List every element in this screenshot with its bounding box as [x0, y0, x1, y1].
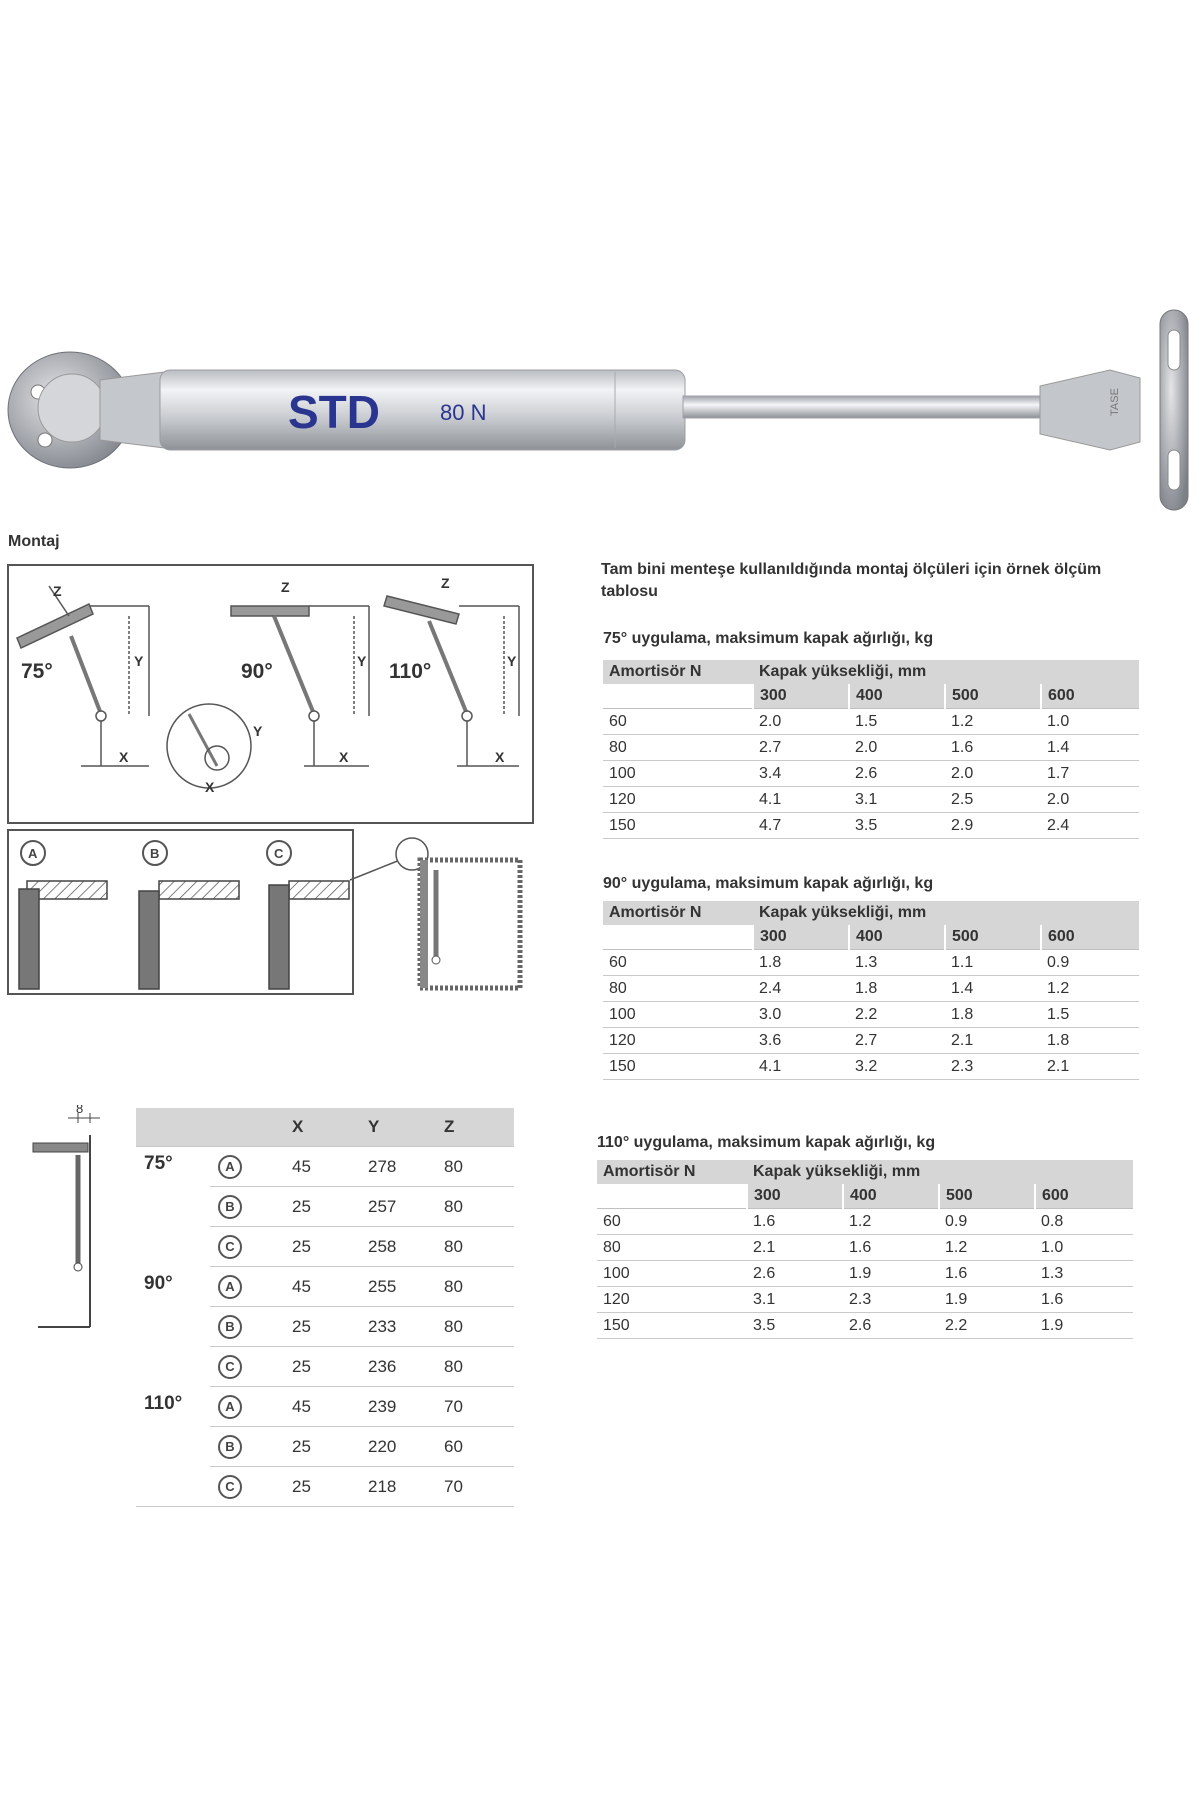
amortisor-value: 120: [603, 1028, 753, 1054]
weight-value: 1.3: [1035, 1261, 1133, 1287]
mount-type-cell: [210, 1347, 284, 1387]
weight-value: 2.9: [945, 813, 1041, 839]
mount-dimensions-table: [136, 1108, 514, 1507]
weight-value: 4.1: [753, 1054, 849, 1080]
weight-value: 1.7: [1041, 761, 1139, 787]
weight-value: 1.0: [1035, 1235, 1133, 1261]
weight-value: 2.0: [945, 761, 1041, 787]
weight-value: 2.4: [1041, 813, 1139, 839]
header-blank: [603, 684, 753, 709]
amortisor-value: 60: [603, 950, 753, 976]
weight-value: 3.5: [747, 1313, 843, 1339]
weight-value: 3.6: [753, 1028, 849, 1054]
dim-y-110: Y: [507, 653, 517, 669]
mount-value: 45: [284, 1147, 360, 1187]
dim-z-90: Z: [281, 579, 290, 595]
table-row: [603, 1002, 1139, 1028]
mount-value: 233: [360, 1307, 436, 1347]
header-height: 400: [849, 925, 945, 950]
angle-label-110: 110°: [389, 660, 432, 683]
weight-value: 1.2: [939, 1235, 1035, 1261]
cabinet-detail-drawing: [340, 830, 530, 1000]
amortisor-value: 60: [603, 709, 753, 735]
amortisor-value: 80: [603, 735, 753, 761]
mount-value: 80: [436, 1227, 514, 1267]
mount-value: 45: [284, 1387, 360, 1427]
weight-value: 1.4: [1041, 735, 1139, 761]
weight-value: 1.9: [843, 1261, 939, 1287]
angle-diagrams: [9, 566, 532, 822]
weight-value: 1.9: [939, 1287, 1035, 1313]
mount-value: 239: [360, 1387, 436, 1427]
weight-value: 2.7: [849, 1028, 945, 1054]
amortisor-value: 150: [597, 1313, 747, 1339]
amortisor-value: 120: [597, 1287, 747, 1313]
weight-value: 2.2: [939, 1313, 1035, 1339]
weight-value: 2.5: [945, 787, 1041, 813]
mount-type-cell: [210, 1427, 284, 1467]
table-title: 110° uygulama, maksimum kapak ağırlığı, kg: [597, 1134, 936, 1151]
mount-row: [136, 1387, 514, 1427]
mount-type-cell: [210, 1267, 284, 1307]
weight-value: 1.1: [945, 950, 1041, 976]
mount-header-z: Z: [436, 1108, 514, 1147]
header-amortisor: Amortisör N: [603, 660, 753, 684]
mount-value: 70: [436, 1387, 514, 1427]
amortisor-value: 100: [603, 761, 753, 787]
weight-value: 2.7: [753, 735, 849, 761]
mount-value: 70: [436, 1467, 514, 1507]
weight-value: 2.1: [747, 1235, 843, 1261]
amortisor-value: 120: [603, 787, 753, 813]
mount-value: 25: [284, 1307, 360, 1347]
amortisor-value: 60: [597, 1209, 747, 1235]
weight-table: [603, 901, 1139, 1080]
type-a-label: A: [28, 846, 38, 861]
header-kapak: Kapak yüksekliği, mm: [753, 901, 1139, 925]
mount-type-badge: B: [218, 1435, 242, 1459]
mount-angle: 90°: [144, 1272, 173, 1294]
mount-angle: 75°: [144, 1153, 173, 1174]
weight-value: 2.4: [753, 976, 849, 1002]
mount-value: 80: [436, 1347, 514, 1387]
dim-x-detail: X: [205, 779, 215, 795]
intro-text: Tam bini menteşe kullanıldığında montaj ölçüleri için örnek ölçüm tablosu: [601, 561, 1102, 600]
amortisor-value: 100: [603, 1002, 753, 1028]
weight-table: [603, 660, 1139, 839]
gas-spring-product-image: [0, 300, 1200, 520]
weight-value: 1.4: [945, 976, 1041, 1002]
table-row: [603, 787, 1139, 813]
weight-value: 0.8: [1035, 1209, 1133, 1235]
mount-header-blank: [210, 1108, 284, 1147]
table-row: [603, 709, 1139, 735]
header-blank: [597, 1184, 747, 1209]
mount-value: 218: [360, 1467, 436, 1507]
weight-value: 1.6: [939, 1261, 1035, 1287]
angle-diagrams-box: [7, 564, 534, 824]
header-height: 600: [1041, 684, 1139, 709]
mount-type-badge: A: [218, 1155, 242, 1179]
header-height: 300: [747, 1184, 843, 1209]
weight-value: 1.0: [1041, 709, 1139, 735]
mount-value: 236: [360, 1347, 436, 1387]
table-row: [603, 1054, 1139, 1080]
table-row: [597, 1209, 1133, 1235]
dim-x-90: X: [339, 749, 349, 765]
weight-value: 2.6: [849, 761, 945, 787]
mount-types: [9, 831, 352, 993]
mount-value: 25: [284, 1227, 360, 1267]
header-height: 500: [945, 684, 1041, 709]
weight-table: [597, 1160, 1133, 1339]
mount-value: 80: [436, 1307, 514, 1347]
weight-value: 2.3: [945, 1054, 1041, 1080]
mount-type-cell: [210, 1467, 284, 1507]
weight-value: 3.0: [753, 1002, 849, 1028]
mount-type-badge: C: [218, 1355, 242, 1379]
mount-type-cell: [210, 1307, 284, 1347]
header-height: 500: [939, 1184, 1035, 1209]
mount-value: 60: [436, 1427, 514, 1467]
gas-spring-drawing: [0, 300, 1200, 520]
mount-value: 25: [284, 1467, 360, 1507]
mount-type-badge: C: [218, 1475, 242, 1499]
table-row: [603, 1028, 1139, 1054]
force-label: 80 N: [440, 400, 487, 425]
weight-value: 1.2: [843, 1209, 939, 1235]
weight-value: 0.9: [939, 1209, 1035, 1235]
mount-value: 25: [284, 1347, 360, 1387]
mount-type-cell: [210, 1387, 284, 1427]
dim-z-110: Z: [441, 575, 450, 591]
mount-types-box: [7, 829, 354, 995]
weight-value: 1.8: [753, 950, 849, 976]
weight-value: 2.2: [849, 1002, 945, 1028]
weight-value: 3.4: [753, 761, 849, 787]
mount-value: 80: [436, 1187, 514, 1227]
mount-value: 45: [284, 1267, 360, 1307]
header-height: 600: [1041, 925, 1139, 950]
weight-value: 3.5: [849, 813, 945, 839]
piston-rod: [683, 396, 1051, 418]
end-logo: TASE: [1109, 388, 1121, 416]
weight-value: 1.6: [747, 1209, 843, 1235]
weight-value: 1.5: [849, 709, 945, 735]
header-height: 600: [1035, 1184, 1133, 1209]
table-row: [603, 950, 1139, 976]
table-title: 90° uygulama, maksimum kapak ağırlığı, kg: [603, 875, 934, 892]
mount-type-badge: C: [218, 1235, 242, 1259]
weight-value: 1.3: [849, 950, 945, 976]
type-b-label: B: [150, 846, 160, 861]
mount-value: 80: [436, 1267, 514, 1307]
weight-value: 1.8: [849, 976, 945, 1002]
table-row: [603, 761, 1139, 787]
amortisor-value: 150: [603, 1054, 753, 1080]
header-amortisor: Amortisör N: [603, 901, 753, 925]
amortisor-value: 80: [597, 1235, 747, 1261]
type-c-label: C: [274, 846, 284, 861]
amortisor-value: 150: [603, 813, 753, 839]
weight-value: 2.1: [1041, 1054, 1139, 1080]
table-row: [603, 813, 1139, 839]
dim-y-90: Y: [357, 653, 367, 669]
weight-value: 2.0: [849, 735, 945, 761]
weight-value: 1.6: [843, 1235, 939, 1261]
weight-value: 2.3: [843, 1287, 939, 1313]
header-blank: [603, 925, 753, 950]
mount-row: [136, 1147, 514, 1187]
dim-y-detail: Y: [253, 723, 263, 739]
angle-label-90: 90°: [241, 660, 273, 683]
mount-angle: 110°: [136, 1387, 210, 1507]
table-row: [603, 735, 1139, 761]
side-mount-drawing: [28, 1105, 118, 1335]
montaj-title: Montaj: [8, 533, 60, 550]
mount-value: 255: [360, 1267, 436, 1307]
mount-type-badge: A: [218, 1275, 242, 1299]
weight-value: 1.8: [945, 1002, 1041, 1028]
mount-value: 80: [436, 1147, 514, 1187]
amortisor-value: 100: [597, 1261, 747, 1287]
weight-value: 1.8: [1041, 1028, 1139, 1054]
table-row: [597, 1287, 1133, 1313]
mount-type-cell: [210, 1187, 284, 1227]
weight-value: 1.5: [1041, 1002, 1139, 1028]
mount-header-y: Y: [360, 1108, 436, 1147]
angle-label-75: 75°: [21, 660, 53, 683]
weight-value: 3.1: [747, 1287, 843, 1313]
weight-value: 2.6: [843, 1313, 939, 1339]
mount-row: [136, 1267, 514, 1307]
mount-value: 278: [360, 1147, 436, 1187]
mount-value: 25: [284, 1187, 360, 1227]
weight-value: 2.1: [945, 1028, 1041, 1054]
brand-logo: STD: [288, 386, 380, 438]
table-title: 75° uygulama, maksimum kapak ağırlığı, kg: [603, 630, 934, 647]
weight-value: 2.0: [1041, 787, 1139, 813]
right-connector: [1040, 370, 1140, 450]
header-kapak: Kapak yüksekliği, mm: [747, 1160, 1133, 1184]
header-kapak: Kapak yüksekliği, mm: [753, 660, 1139, 684]
weight-value: 1.6: [1035, 1287, 1133, 1313]
weight-value: 1.2: [945, 709, 1041, 735]
table-row: [597, 1235, 1133, 1261]
weight-value: 2.6: [747, 1261, 843, 1287]
weight-value: 1.9: [1035, 1313, 1133, 1339]
weight-value: 0.9: [1041, 950, 1139, 976]
mount-header-blank: [136, 1108, 210, 1147]
mount-value: 258: [360, 1227, 436, 1267]
header-amortisor: Amortisör N: [597, 1160, 747, 1184]
mount-type-badge: A: [218, 1395, 242, 1419]
dim-x-110: X: [495, 749, 505, 765]
weight-value: 4.7: [753, 813, 849, 839]
weight-value: 3.1: [849, 787, 945, 813]
mount-value: 25: [284, 1427, 360, 1467]
dim-8-label: 8: [76, 1105, 84, 1116]
header-height: 500: [945, 925, 1041, 950]
amortisor-value: 80: [603, 976, 753, 1002]
mount-type-cell: [210, 1227, 284, 1267]
header-height: 400: [849, 684, 945, 709]
dim-y-75: Y: [134, 653, 144, 669]
weight-value: 3.2: [849, 1054, 945, 1080]
dim-z-75: Z: [53, 583, 62, 599]
header-height: 300: [753, 925, 849, 950]
weight-value: 1.6: [945, 735, 1041, 761]
table-row: [597, 1261, 1133, 1287]
mount-value: 257: [360, 1187, 436, 1227]
table-row: [597, 1313, 1133, 1339]
mount-type-badge: B: [218, 1315, 242, 1339]
mount-type-badge: B: [218, 1195, 242, 1219]
gas-cylinder: [160, 370, 685, 450]
weight-value: 4.1: [753, 787, 849, 813]
mount-value: 220: [360, 1427, 436, 1467]
header-height: 300: [753, 684, 849, 709]
weight-value: 1.2: [1041, 976, 1139, 1002]
weight-value: 2.0: [753, 709, 849, 735]
table-row: [603, 976, 1139, 1002]
mount-type-cell: [210, 1147, 284, 1187]
mount-header-x: X: [284, 1108, 360, 1147]
header-height: 400: [843, 1184, 939, 1209]
dim-x-75: X: [119, 749, 129, 765]
